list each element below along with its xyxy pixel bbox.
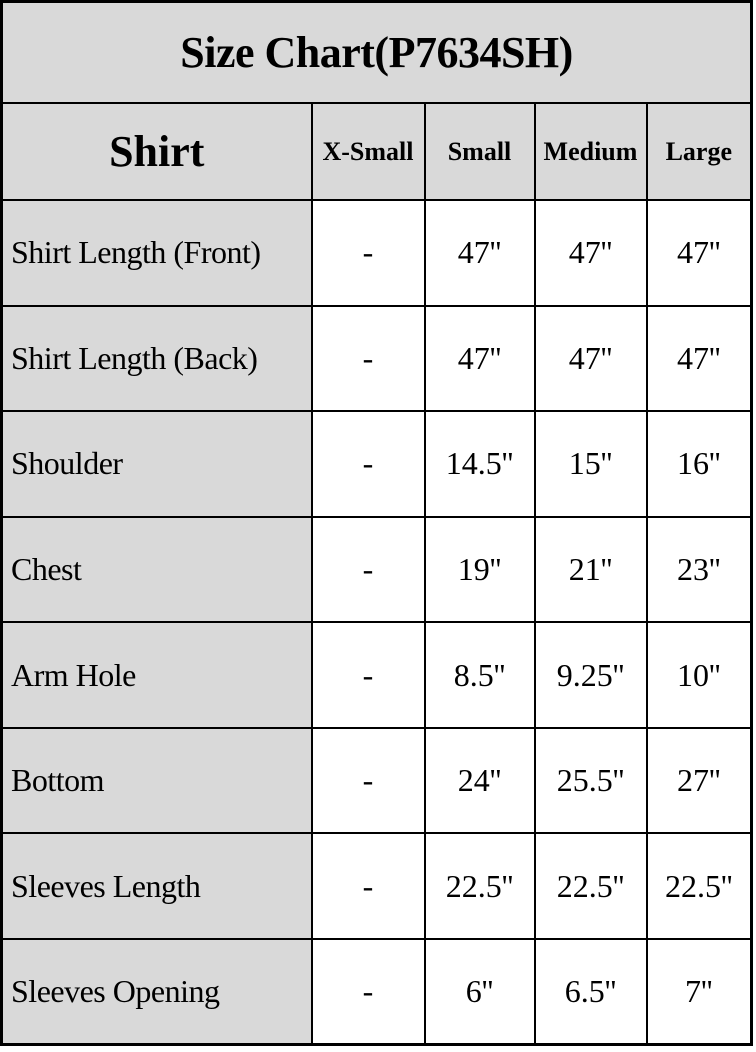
table-row-shirt-length-back [2, 306, 752, 412]
table-row-arm-hole [2, 622, 752, 728]
measurement-value: 23'' [647, 517, 752, 623]
measurement-value: 19'' [425, 517, 535, 623]
measurement-value: - [312, 411, 425, 517]
measurement-value: 9.25'' [535, 622, 647, 728]
measurement-value: - [312, 306, 425, 412]
measurement-value: - [312, 200, 425, 306]
measurement-label: Chest [2, 517, 312, 623]
measurement-value: - [312, 833, 425, 939]
header-row [2, 103, 752, 200]
measurement-value: 24'' [425, 728, 535, 834]
measurement-value: - [312, 622, 425, 728]
measurement-value: 22.5'' [535, 833, 647, 939]
column-header-medium: Medium [535, 103, 647, 200]
measurement-value: 8.5'' [425, 622, 535, 728]
measurement-value: 21'' [535, 517, 647, 623]
measurement-value: 16'' [647, 411, 752, 517]
measurement-label: Bottom [2, 728, 312, 834]
measurement-value: 6.5'' [535, 939, 647, 1045]
measurement-value: 22.5'' [647, 833, 752, 939]
product-name-cell: Shirt [2, 103, 312, 200]
column-header-small: Small [425, 103, 535, 200]
measurement-value: 47'' [647, 200, 752, 306]
measurement-value: 6'' [425, 939, 535, 1045]
measurement-value: 15'' [535, 411, 647, 517]
measurement-value: 10'' [647, 622, 752, 728]
table-row-sleeves-length [2, 833, 752, 939]
size-chart-title: Size Chart(P7634SH) [2, 2, 752, 103]
measurement-value: 47'' [535, 200, 647, 306]
measurement-value: 47'' [647, 306, 752, 412]
measurement-value: 47'' [535, 306, 647, 412]
measurement-label: Shoulder [2, 411, 312, 517]
title-row [2, 2, 752, 103]
measurement-label: Sleeves Length [2, 833, 312, 939]
measurement-label: Arm Hole [2, 622, 312, 728]
measurement-value: - [312, 939, 425, 1045]
measurement-value: 14.5'' [425, 411, 535, 517]
measurement-value: - [312, 728, 425, 834]
table-row-bottom [2, 728, 752, 834]
measurement-value: 47'' [425, 306, 535, 412]
column-header-xsmall: X-Small [312, 103, 425, 200]
measurement-value: - [312, 517, 425, 623]
table-row-shoulder [2, 411, 752, 517]
measurement-value: 27'' [647, 728, 752, 834]
table-row-sleeves-opening [2, 939, 752, 1045]
measurement-value: 25.5'' [535, 728, 647, 834]
table-row-shirt-length-front [2, 200, 752, 306]
measurement-value: 47'' [425, 200, 535, 306]
table-row-chest [2, 517, 752, 623]
measurement-label: Sleeves Opening [2, 939, 312, 1045]
column-header-large: Large [647, 103, 752, 200]
measurement-label: Shirt Length (Front) [2, 200, 312, 306]
measurement-value: 22.5'' [425, 833, 535, 939]
measurement-value: 7'' [647, 939, 752, 1045]
measurement-label: Shirt Length (Back) [2, 306, 312, 412]
